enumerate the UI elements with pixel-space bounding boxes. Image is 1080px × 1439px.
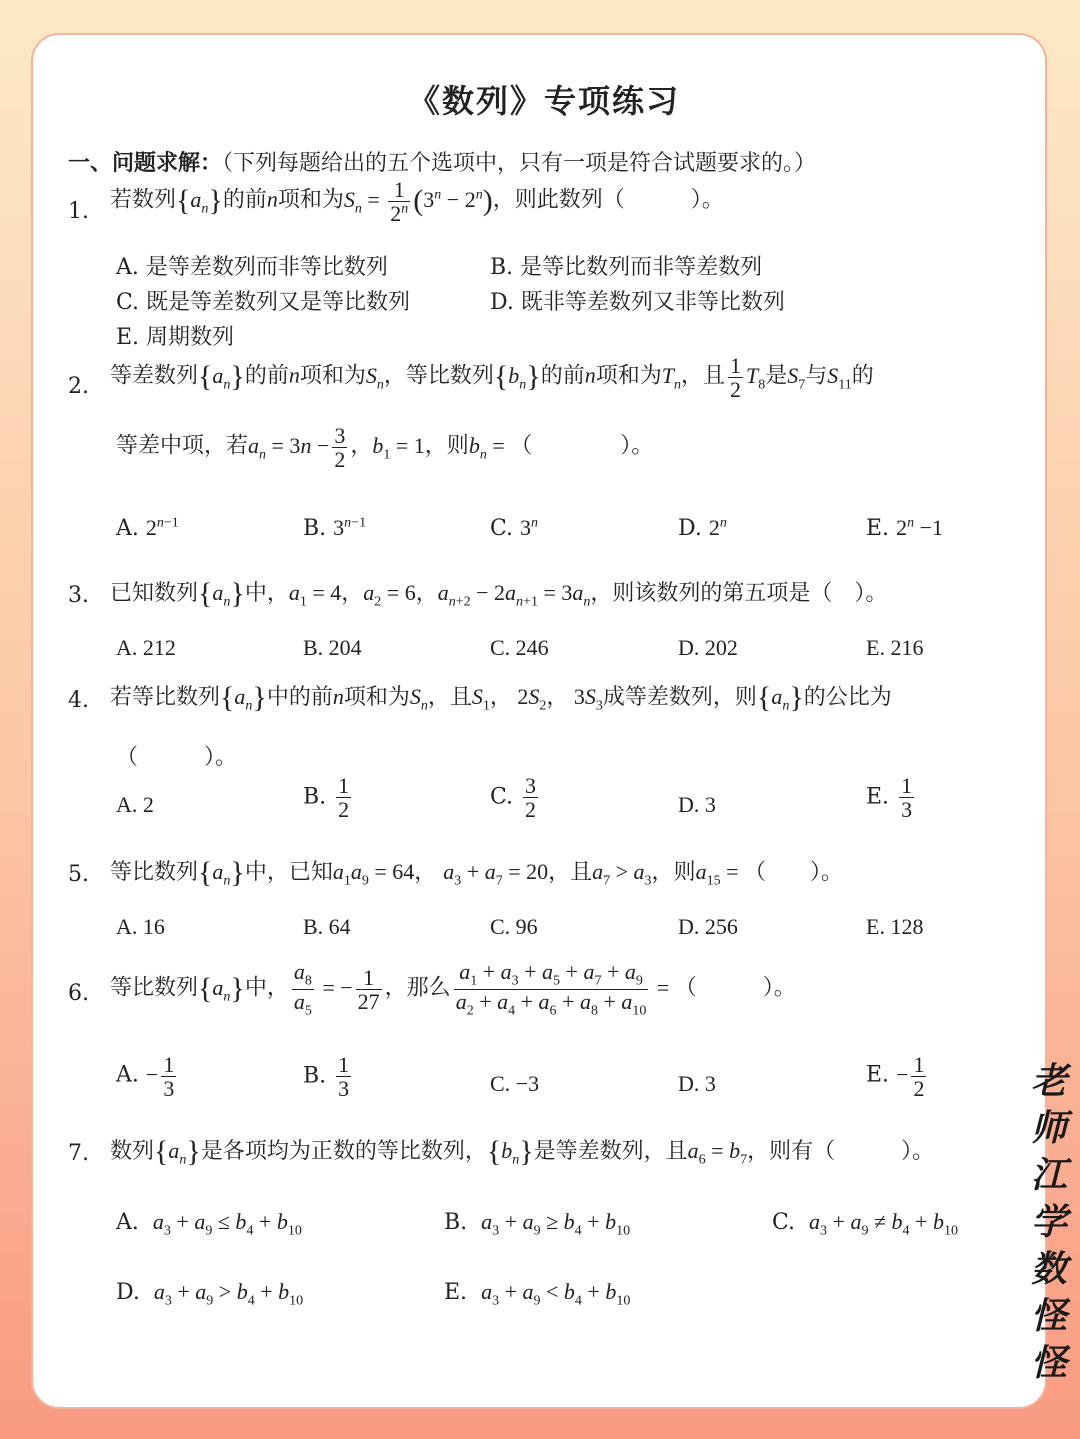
question-1-option-b[interactable]: B. 是等比数列而非等差数列 (490, 255, 763, 280)
question-1-number: 1. (68, 199, 89, 224)
question-3-option-c[interactable]: C. 246 (490, 635, 549, 660)
question-7-option-d[interactable]: D. $a_3 + a_9 > b_4 + b_{10}$ (116, 1279, 304, 1309)
question-5-option-b[interactable]: B. 64 (303, 914, 351, 939)
section-heading (68, 146, 816, 177)
section-note: （下列每题给出的五个选项中，只有一项是符合试题要求的。） (222, 151, 817, 176)
question-1-option-a[interactable]: A. 是等差数列而非等比数列 (116, 255, 388, 280)
question-7-option-b[interactable]: B. $a_3 + a_9 \ge b_4 + b_{10}$ (444, 1209, 631, 1239)
question-2-option-c[interactable]: C. 3$^n$ (490, 515, 539, 541)
question-4-stem-line2: （ ）。 (116, 745, 238, 770)
question-5-option-a[interactable]: A. 16 (116, 914, 165, 939)
question-7-number: 7. (68, 1141, 89, 1166)
question-3-number: 3. (68, 583, 89, 608)
question-2-option-d[interactable]: D. 2$^n$ (678, 515, 727, 541)
question-5-option-e[interactable]: E. 128 (866, 914, 924, 939)
question-3-option-a[interactable]: A. 212 (116, 635, 176, 660)
question-6-option-a[interactable]: A. − $\frac{1}{3}$ (116, 1052, 175, 1102)
question-3-option-e[interactable]: E. 216 (866, 635, 924, 660)
worksheet-card (33, 35, 1045, 1407)
question-2-stem-line1: 等差数列$\{a_n\}$的前n项和为$S_n$，等比数列$\{b_n\}$的前n项和为$T_n$，且 $\frac{1}{2}$ $T_8$是$S_7$与$S_{11}$的 (110, 353, 874, 403)
question-5-option-d[interactable]: D. 256 (678, 914, 738, 939)
question-6-option-e[interactable]: E. − $\frac{1}{2}$ (866, 1052, 925, 1102)
question-7-option-c[interactable]: C. $a_3 + a_9 \ne b_4 + b_{10}$ (772, 1209, 958, 1239)
question-4-option-a[interactable]: A. 2 (116, 792, 154, 817)
page-title: 《数列》专项练习 (408, 82, 681, 120)
question-4-number: 4. (68, 688, 89, 713)
question-2-option-a[interactable]: A. $2^{n-1}$ (116, 515, 179, 541)
author-watermark: 老 师 江 学 数 怪 怪 (1030, 1060, 1067, 1384)
question-1-option-d[interactable]: D. 既非等差数列又非等比数列 (490, 290, 785, 315)
question-4-option-c[interactable]: C. $\frac{3}{2}$ (490, 773, 537, 823)
question-5-stem: 等比数列$\{a_n\}$中，已知$a_1a_9 = 64$， $a_3 + a_7 = 20$，且$a_7 > a_3$，则$a_{15}$ = （ ）。 (110, 856, 843, 889)
question-2-option-b[interactable]: B. $3^{n-1}$ (303, 515, 367, 541)
question-7-option-e[interactable]: E. $a_3 + a_9 < b_4 + b_{10}$ (444, 1279, 631, 1309)
question-6-number: 6. (68, 981, 89, 1006)
question-3-stem: 已知数列$\{a_n\}$中，$a_1 = 4$，$a_2 = 6$，$a_{n+2} - 2a_{n+1} = 3a_n$，则该数列的第五项是（ ）。 (110, 577, 888, 610)
question-4-stem: 若等比数列$\{a_n\}$中的前n项和为$S_n$，且$S_1$， $2S_2$， $3S_3$成等差数列，则$\{a_n\}$的公比为 (110, 681, 892, 714)
question-2-option-e[interactable]: E. $2^n -1$ (866, 515, 943, 541)
question-1-stem: 若数列$\{a_n\}$的前n项和为$S_n$ = $\frac{1}{2^n}$ $(3^n - 2^n)$，则此数列（ ）。 (110, 177, 724, 227)
question-7-option-a[interactable]: A. $a_3 + a_9 \le b_4 + b_{10}$ (116, 1209, 302, 1239)
question-3-option-b[interactable]: B. 204 (303, 635, 362, 660)
question-2-number: 2. (68, 374, 89, 399)
question-6-option-c[interactable]: C. −3 (490, 1071, 540, 1096)
question-6-option-b[interactable]: B. $\frac{1}{3}$ (303, 1052, 350, 1102)
question-5-option-c[interactable]: C. 96 (490, 914, 538, 939)
question-4-option-b[interactable]: B. $\frac{1}{2}$ (303, 773, 350, 823)
question-7-stem: 数列$\{a_n\}$是各项均为正数的等比数列，$\{b_n\}$是等差数列，且$a_6 = b_7$，则有（ ）。 (110, 1135, 935, 1168)
question-5-number: 5. (68, 862, 89, 887)
question-6-stem: 等比数列$\{a_n\}$中， $\frac{a_8}{a_5}$ = − $\frac{1}{27}$ ，那么 $\frac{a_1 + a_3 + a_5 + a_7 + a_9}{a_2 + a_4 + a_6 + a_8 + a_{10}}$ = （ ）。 (110, 959, 796, 1019)
question-6-option-d[interactable]: D. 3 (678, 1071, 716, 1096)
section-heading-label: 一、问题求解： (68, 150, 223, 176)
question-4-option-e[interactable]: E. $\frac{1}{3}$ (866, 773, 913, 823)
question-1-option-c[interactable]: C. 既是等差数列又是等比数列 (116, 290, 411, 315)
question-4-option-d[interactable]: D. 3 (678, 792, 716, 817)
question-2-stem-line2: 等差中项，若$a_n = 3n$ − $\frac{3}{2}$ ，$b_1 = 1$，则$b_n$ = （ ）。 (116, 423, 654, 473)
question-1-option-e[interactable]: E. 周期数列 (116, 325, 235, 350)
question-3-option-d[interactable]: D. 202 (678, 635, 738, 660)
